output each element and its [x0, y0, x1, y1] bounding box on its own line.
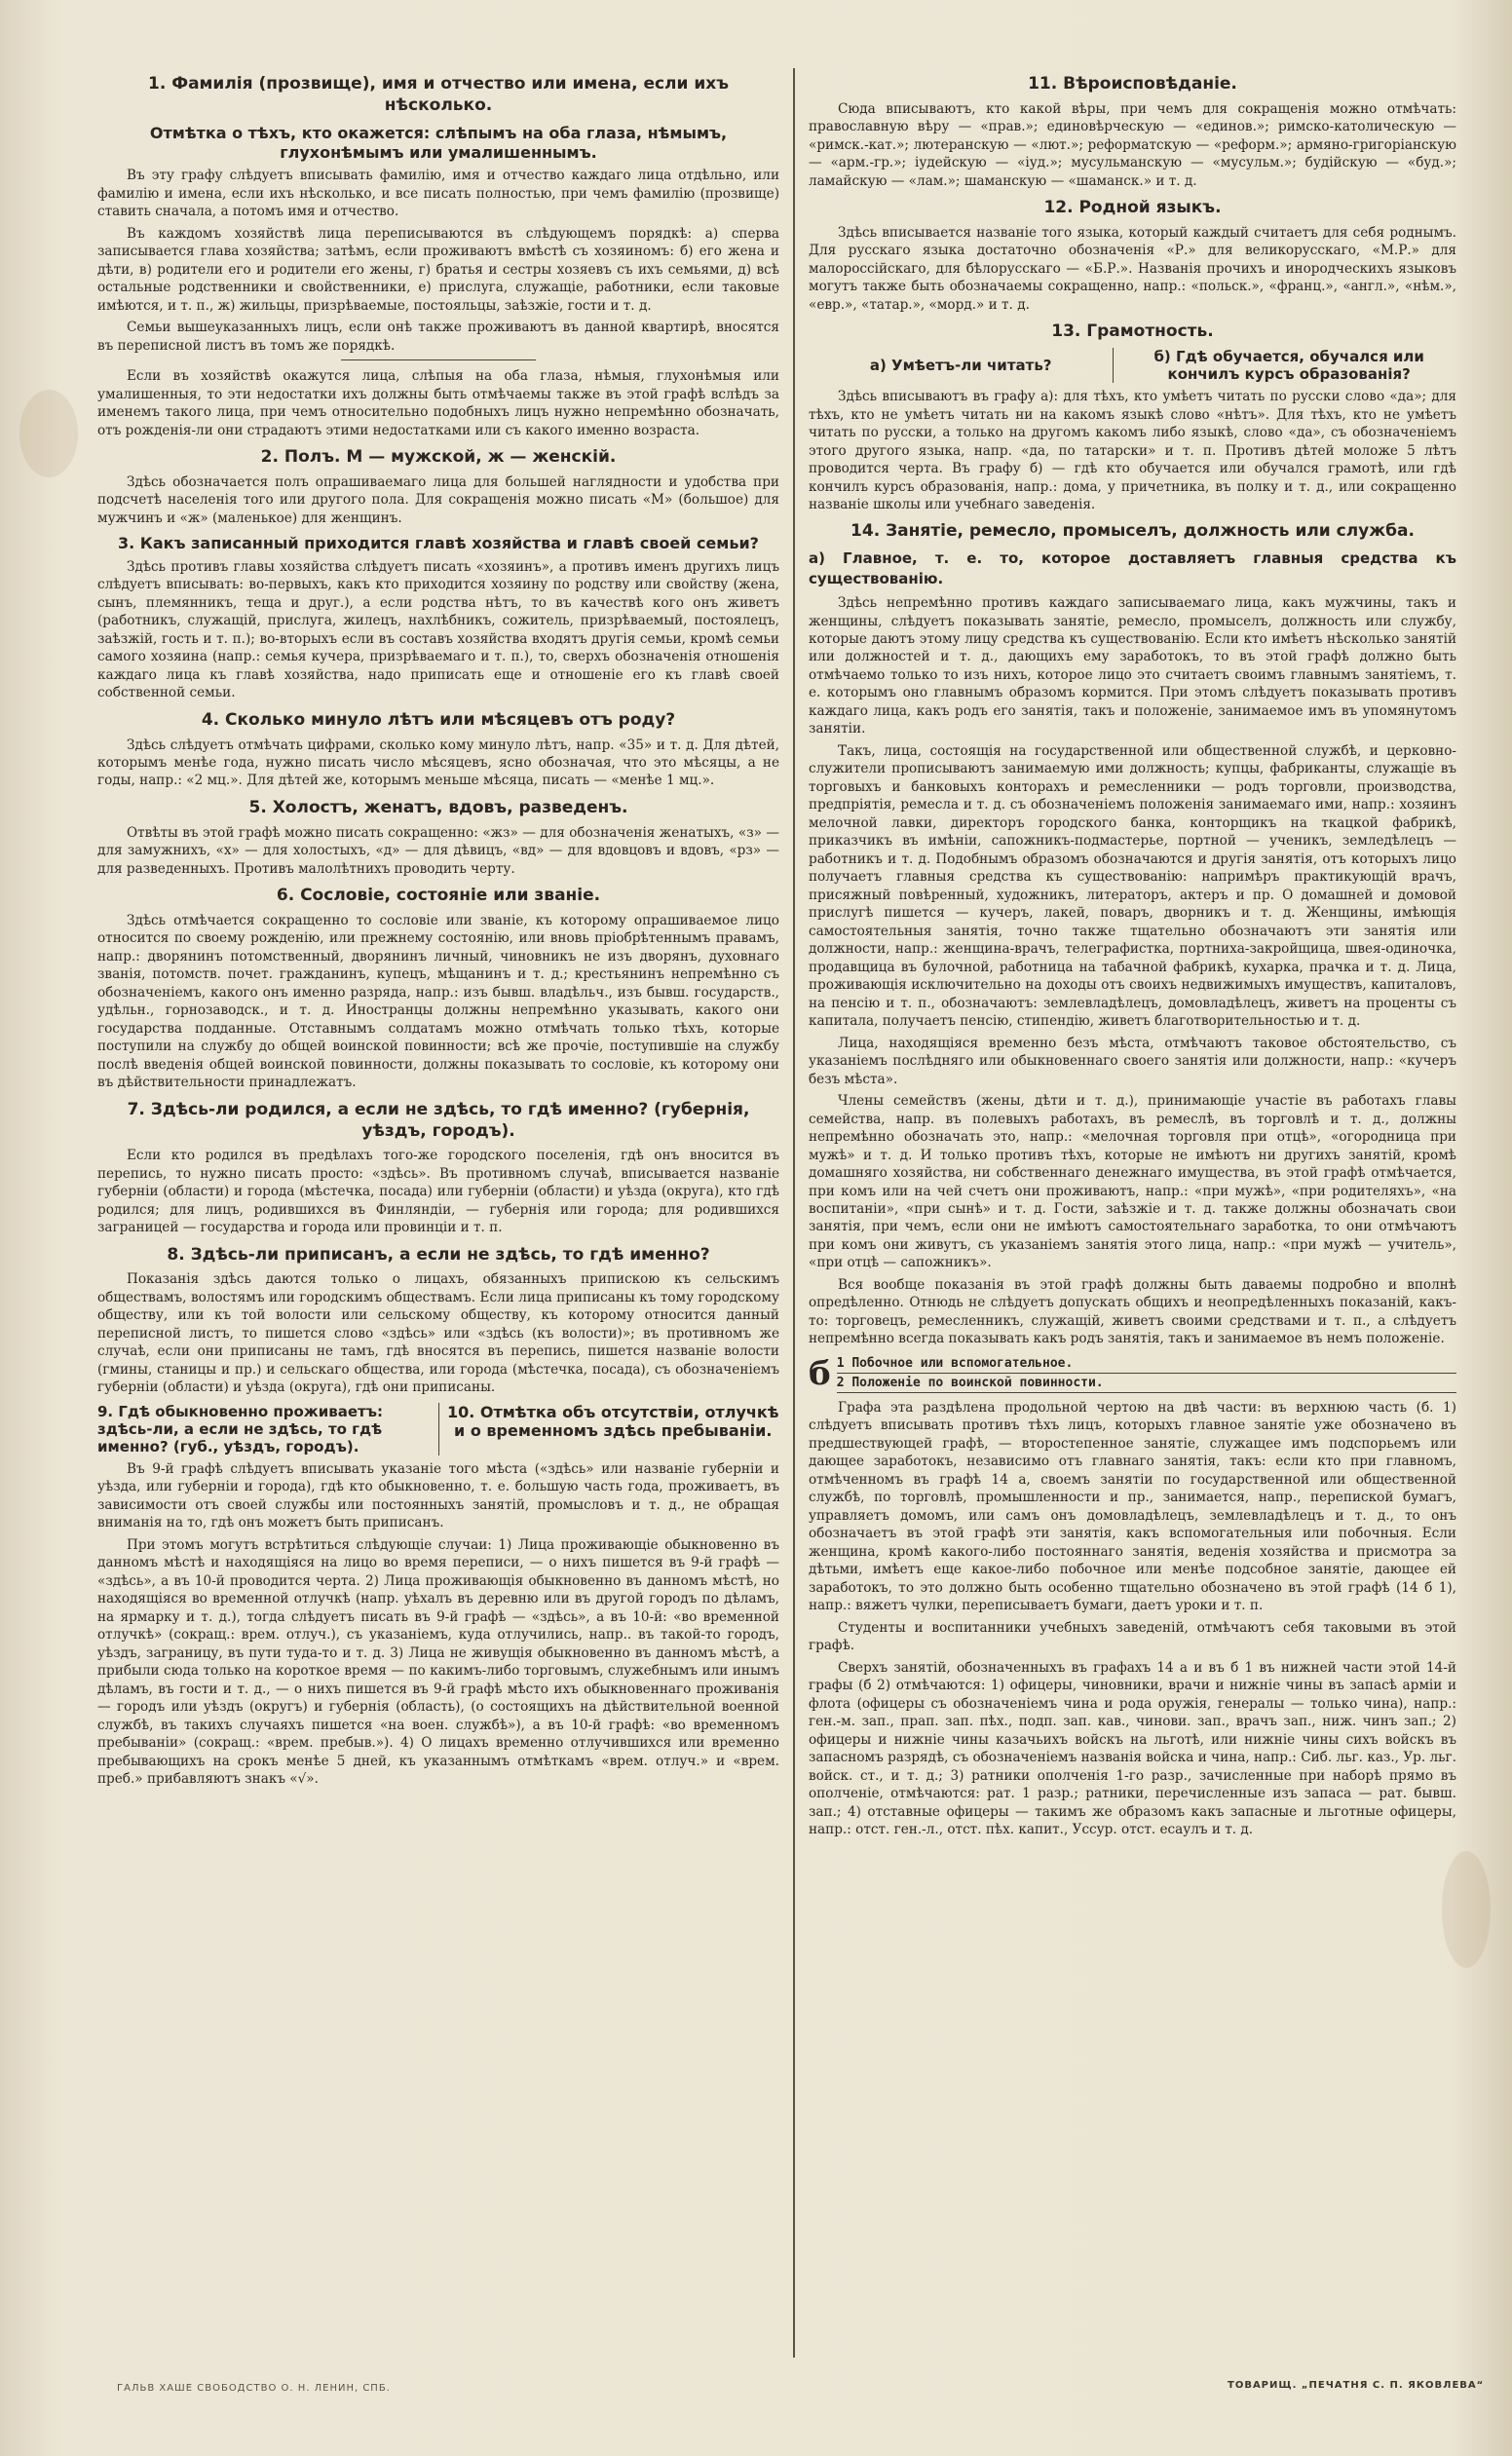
- section-8-title: 8. Здѣсь-ли приписанъ, а если не здѣсь, то гдѣ именно?: [167, 1244, 710, 1265]
- section-1-paragraph: Въ каждомъ хозяйствѣ лица переписываются въ слѣдующемъ порядкѣ: а) сперва записывается глава хозяйства; затѣмъ, если проживаютъ вмѣстѣ съ хозяиномъ: б) его жена и дѣти, в) родители его и родители его жены, г) братья и сестры хозяевъ съ ихъ семьями, д) всѣ остальные родственники и свойственники, е) прислуга, служащіе, работники, если таковые имѣются, и т. п., ж) жильцы, призрѣваемые, постояльцы, заѣзжіе, гости и т. д.: [97, 225, 779, 314]
- section-7-title: 7. Здѣсь-ли родился, а если не здѣсь, то гдѣ именно? (губернія, уѣздъ, городъ).: [127, 1099, 750, 1141]
- section-14-paragraph: Такъ, лица, состоящія на государственной или общественной службѣ, и церковно-служители прописываютъ занимаемую ими должность; купцы, фабриканты, служащіе въ торговыхъ и банковыхъ конторахъ и ремесленники — родъ торговли, производства, предпріятія, ремесла и т. д. съ обозначеніемъ положенія занимаемаго ими, напр.: хозяинъ мелочной лавки, директоръ городского банка, конторщикъ на ткацкой фабрикѣ, приказчикъ въ имѣніи, сапожникъ-подмастерье, портной — ученикъ, земледѣлецъ — работникъ и т. д. Подобнымъ образомъ обозначаются и другія занятія, отъ которыхъ лицо получаетъ главныя средства къ существованію: напримѣръ практикующій врачъ, присяжный повѣренный, художникъ, литераторъ, актеръ и пр. О домашней и домовой прислугѣ пишется — кучеръ, лакей, поваръ, дворникъ и т. д. Женщины, имѣющія самостоятельныя занятія, точно также тщательно обозначаютъ эти занятія или должности, напр.: женщина-врачъ, телеграфистка, портниха-закройщица, швея-одиночка, продавщица въ булочной, работница на табачной фабрикѣ, кухарка, прачка и т. д. Лица, проживающія исключительно на доходы отъ своихъ недвижимыхъ имуществъ, капиталовъ, на пенсію и т. п., обозначаютъ: землевладѣлецъ, домовладѣлецъ, живетъ на проценты съ капитала, получаетъ пенсію, стипендію, живетъ благотворительностью и т. д.: [809, 742, 1456, 1030]
- section-1-paragraph: Семьи вышеуказанныхъ лицъ, если онѣ также проживаютъ въ данной квартирѣ, вносятся въ переписной листъ въ томъ же порядкѣ.: [97, 320, 779, 354]
- section-13b-label: б) Гдѣ обучается, обучался или кончилъ курсъ образованія?: [1153, 348, 1424, 384]
- section-14-title: 14. Занятіе, ремесло, промыселъ, должность или служба.: [850, 521, 1415, 542]
- section-1-paragraph: Въ эту графу слѣдуетъ вписывать фамилію, имя и отчество каждаго лица отдѣльно, или фамилію и имена, если ихъ нѣсколько, и все писать полностью, при чемъ фамилію (прозвище) ставить сначала, а потомъ имя и отчество.: [97, 168, 779, 220]
- section-14b-paragraph: Графа эта раздѣлена продольной чертою на двѣ части: въ верхнюю часть (б. 1) слѣдуетъ вписывать противъ тѣхъ лицъ, которыхъ главное занятіе уже обозначено въ предшествующей графѣ, — второстепенное занятіе, служащее имъ подспорьемъ или дающее заработокъ, независимо отъ главнаго занятія, такъ: если кто при главномъ, отмѣченномъ въ графѣ 14 а, своемъ занятіи по государственной или общественной службѣ, по торговлѣ, промышленности и пр., занимается, напр., перепиской бумагъ, управляетъ домомъ, или самъ онъ домовладѣлецъ, землевладѣлецъ и т. д., то онъ обозначаетъ въ этой графѣ эти занятія, какъ вспомогательныя или побочныя. Если женщина, кромѣ какого-либо постояннаго занятія, веденія хозяйства и присмотра за дѣтьми, имѣетъ еще какое-либо побочное или менѣе подсобное занятіе, дающее ей заработокъ, то это должно быть особенно тщательно обозначено въ этой графѣ (14 б 1), напр.: вяжетъ чулки, переписываетъ бумаги, даетъ уроки и т. п.: [809, 1399, 1456, 1614]
- section-14b1-label: 1 Побочное или вспомогательное.: [837, 1354, 1456, 1374]
- section-7-paragraph: Если кто родился въ предѣлахъ того-же городского поселенія, гдѣ онъ вносится въ перепись, то нужно писать просто: «здѣсь». Въ противномъ случаѣ, вписывается названіе губерніи (области) и города (мѣстечка, посада) или губерніи (области) и уѣзда (округа), кто гдѣ родился; для лицъ, родившихся въ Финляндіи, — губернія или города; для родившихся заграницей — государства и города или провинціи и т. п.: [97, 1148, 779, 1236]
- divider-line: [341, 359, 536, 360]
- section-10-title: 10. Отмѣтка объ отсутствіи, отлучкѣ и о временномъ здѣсь пребываніи.: [446, 1402, 779, 1440]
- section-13-subheaders: [809, 348, 1456, 383]
- section-1-subtitle: Отмѣтка о тѣхъ, кто окажется: слѣпымъ на оба глаза, нѣмымъ, глухонѣмымъ или умалишеннымъ.: [149, 123, 728, 162]
- section-6-title: 6. Сословіе, состояніе или званіе.: [276, 886, 601, 906]
- footer-left-imprint: ГАЛЬВ ХАШЕ СВОБОДСТВО О. Н. ЛЕНИН, СПБ.: [117, 2383, 391, 2394]
- section-13-title: 13. Грамотность.: [1051, 321, 1214, 342]
- section-5-title: 5. Холостъ, женатъ, вдовъ, разведенъ.: [248, 797, 628, 817]
- section-9-title: 9. Гдѣ обыкновенно проживаетъ: здѣсь-ли, а если не здѣсь, то гдѣ именно? (губ., уѣздъ, городъ).: [97, 1403, 439, 1455]
- section-13-paragraph: Здѣсь вписываютъ въ графу а): для тѣхъ, кто умѣетъ читать по русски слово «да»; для тѣхъ, кто не умѣетъ читать ни на какомъ языкѣ слово «нѣтъ». Для тѣхъ, кто не умѣетъ читать по русски, а только на другомъ какомъ либо языкѣ, слово «да», съ обозначеніемъ этого другого языка, напр. «да, по татарски» и т. п. Противъ дѣтей моложе 5 лѣтъ проводится черта. Въ графу б) — гдѣ кто обучается или обучался грамотѣ, или гдѣ кончилъ курсъ образованія, напр.: дома, у причетника, въ полку и т. д., или сокращенно названіе школы или учебнаго заведенія.: [809, 389, 1456, 512]
- section-14b-paragraph: Сверхъ занятій, обозначенныхъ въ графахъ 14 а и въ б 1 въ нижней части этой 14-й графы (б 2) отмѣчаются: 1) офицеры, чиновники, врачи и нижніе чины въ запасѣ арміи и флота (офицеры съ обозначеніемъ чина и рода оружія, генералы — только чина), напр.: ген.-м. зап., прап. зап. пѣх., подп. зап. кав., чинови. зап., врачъ зап., ниж. чинъ зап.; 2) офицеры и нижніе чины казачьихъ войскъ на льготѣ, или нижніе чины сихъ войскъ въ запасномъ разрядѣ, съ обозначеніемъ названія войска и чина, напр.: Сиб. льг. каз., Ур. льг. войск. ст., и т. д.; 3) ратники ополченія 1-го разр., зачисленные при наборѣ прямо въ ополченіе, отмѣчаются: рат. 1 разр.; ратники, перечисленные изъ запаса — рат. бывш. зап.; 4) отставные офицеры — такимъ же образомъ какъ запасные и льготные офицеры, напр.: отст. ген.-л., отст. пѣх. капит., Уссур. отст. есаулъ и т. д.: [809, 1659, 1456, 1838]
- section-8-paragraph: Показанія здѣсь даются только о лицахъ, обязанныхъ припискою къ сельскимъ обществамъ, волостямъ или городскимъ обществамъ. Если лица приписаны къ тому городскому обществу, или къ той волости или сельскому обществу, къ которому относится данный переписной листъ, то пишется слово «здѣсь» или «здѣсь (къ волости)»; въ противномъ же случаѣ, если они приписаны не тамъ, гдѣ вносятся въ перепись, пишется названіе волости (гмины, станицы и пр.) и сельскаго общества, или города (мѣстечка, посада), съ обозначеніемъ губерніи (области) и уѣзда (округа), гдѣ они приписаны.: [97, 1271, 779, 1396]
- section-14-paragraph: Члены семействъ (жены, дѣти и т. д.), принимающіе участіе въ работахъ главы семейства, напр. въ полевыхъ работахъ, въ ремеслѣ, въ торговлѣ и т. д., должны непремѣнно обозначать это, напр.: «мелочная торговля при отцѣ», «огородница при мужѣ» и т. д. И только противъ тѣхъ, которые не имѣютъ ни другихъ занятій, кромѣ домашняго хозяйства, ни собственнаго денежнаго имущества, въ этой графѣ отмѣчается, при комъ или на чей счетъ они проживаютъ, напр.: «при мужѣ», «при родителяхъ», «на воспитаніи», «при сынѣ» и т. д. Гости, заѣзжіе и т. д. также должны обозначать свои занятія, при чемъ, если они не имѣютъ самостоятельнаго заработка, то они отмѣчаютъ при комъ они живутъ, съ указаніемъ занятія этого лица, напр.: «при мужѣ — учитель», «при отцѣ — сапожникъ».: [809, 1093, 1456, 1271]
- section-12-paragraph: Здѣсь вписывается названіе того языка, который каждый считаетъ для себя роднымъ. Для русскаго языка достаточно обозначенія «Р.» для великорусскаго, «М.Р.» для малороссійскаго, для бѣлорусскаго — «Б.Р.». Названія прочихъ и инородческихъ языковъ могутъ также быть обозначаемы сокращенно, напр.: «польск.», «франц.», «англ.», «нѣм.», «евр.», «татар.», «морд.» и т. д.: [809, 224, 1456, 313]
- section-13a-label: а) Умѣетъ-ли читать?: [809, 348, 1114, 383]
- section-2-title: 2. Полъ. М — мужской, ж — женскій.: [260, 447, 617, 468]
- section-1-title: 1. Фамилія (прозвище), имя и отчество или имена, если ихъ нѣсколько.: [148, 74, 729, 115]
- section-14a-subtitle: а) Главное, т. е. то, которое доставляетъ главныя средства къ существованію.: [809, 549, 1456, 587]
- section-9-10-header: [97, 1403, 779, 1455]
- section-5-paragraph: Отвѣты въ этой графѣ можно писать сокращенно: «жз» — для обозначенія женатыхъ, «з» — для замужнихъ, «х» — для холостыхъ, «д» — для дѣвицъ, «вд» — для вдовцовъ и вдовъ, «рз» — для разведенныхъ. Противъ малолѣтнихъ проводить черту.: [97, 824, 779, 877]
- section-9-paragraph: Въ 9-й графѣ слѣдуетъ вписывать указаніе того мѣста («здѣсь» или названіе губерніи и уѣзда, или губерніи и города), гдѣ кто обыкновенно, т. е. большую часть года, проживаетъ, въ зависимости отъ своей службы или постоянныхъ занятій, промысловъ и т. д., не обращая вниманія на то, гдѣ онъ можетъ быть приписанъ.: [97, 1460, 779, 1531]
- footer-printer-imprint: ТОВАРИЩ. „ПЕЧАТНЯ С. П. ЯКОВЛЕВА“: [1228, 2380, 1485, 2391]
- section-1-paragraph: Если въ хозяйствѣ окажутся лица, слѣпыя на оба глаза, нѣмыя, глухонѣмыя или умалишенныя, то эти недостатки ихъ должны быть отмѣчаемы также въ этой графѣ вслѣдъ за именемъ такого лица, при чемъ относительно подобныхъ лицъ нужно непремѣнно обозначать, отъ рожденія-ли они страдаютъ этими недостатками или съ какого именно возраста.: [97, 368, 779, 438]
- section-12-title: 12. Родной языкъ.: [1043, 198, 1222, 218]
- section-14-paragraph: Здѣсь непремѣнно противъ каждаго записываемаго лица, какъ мужчины, такъ и женщины, слѣдуетъ показывать занятіе, ремесло, промыселъ, должность или службу, которые даютъ этому лицу средства къ существованію. Если кто имѣетъ нѣсколько занятій или должностей и т. д., дающихъ ему заработокъ, то въ этой графѣ должно быть отмѣчаемо только то изъ нихъ, которое лицо это считаетъ своимъ главнымъ занятіемъ, т. е. которымъ оно главнымъ образомъ кормится. При этомъ слѣдуетъ показывать противъ каждаго лица, какъ родъ его занятія, такъ и положеніе, занимаемое имъ въ упомянутомъ занятіи.: [809, 595, 1456, 737]
- section-14b-paragraph: Студенты и воспитанники учебныхъ заведеній, отмѣчаютъ себя таковыми въ этой графѣ.: [809, 1619, 1456, 1654]
- paper-stain: [19, 390, 78, 477]
- section-14-paragraph: Лица, находящіяся временно безъ мѣста, отмѣчаютъ таковое обстоятельство, съ указаніемъ послѣдняго или обыкновеннаго своего занятія или должности, напр.: «кучеръ безъ мѣста».: [809, 1035, 1456, 1087]
- section-6-paragraph: Здѣсь отмѣчается сокращенно то сословіе или званіе, къ которому опрашиваемое лицо относится по своему рожденію, или прежнему состоянію, или вновь пріобрѣтеннымъ правамъ, напр.: дворянинъ потомственный, дворянинъ личный, чиновникъ не изъ дворянъ, духовнаго званія, потомств. почет. гражданинъ, купецъ, мѣщанинъ и т. д.; крестьянинъ непремѣнно съ обозначеніемъ, какого онъ именно разряда, напр.: изъ бывш. владѣльч., изъ бывш. государств., удѣльн., горнозаводск., и т. д. Иностранцы должны непремѣнно указывать, какого они государства подданные. Отставнымъ солдатамъ можно отмѣчать только тѣхъ, которые поступили на службу до общей воинской повинности; всѣ же прочіе, поступившіе на службу послѣ введенія общей воинской повинности, должны показывать то сословіе, къ которому они въ дѣйствительности принадлежатъ.: [97, 912, 779, 1091]
- column-divider: [793, 68, 795, 2358]
- section-11-paragraph: Сюда вписываютъ, кто какой вѣры, при чемъ для сокращенія можно отмѣчать: православную вѣру — «прав.»; единовѣрческую — «единов.»; римско-католическую — «римск.-кат.»; лютеранскую — «лют.»; реформатскую — «реформ.»; армяно-григоріанскую — «арм.-гр.»; іудейскую — «іуд.»; мусульманскую — «мусульм.»; будійскую — «буд.»; ламайскую — «лам.»; шаманскую — «шаманск.» и т. д.: [809, 100, 1456, 189]
- section-14b2-label: 2 Положеніе по воинской повинности.: [837, 1374, 1456, 1393]
- section-4-paragraph: Здѣсь слѣдуетъ отмѣчать цифрами, сколько кому минуло лѣтъ, напр. «35» и т. д. Для дѣтей, которымъ менѣе года, нужно писать число мѣсяцевъ, ясно обозначая, что это мѣсяцы, а не годы, напр.: «2 мц.». Для дѣтей же, которымъ меньше мѣсяца, писать — «менѣе 1 мц.».: [97, 737, 779, 789]
- right-column: [809, 66, 1456, 2361]
- section-2-paragraph: Здѣсь обозначается полъ опрашиваемаго лица для большей наглядности и удобства при подсчетѣ населенія того или другого пола. Для сокращенія можно писать «М» (большое) для мужчинъ и «ж» (маленькое) для женщинъ.: [97, 473, 779, 526]
- section-9-paragraph: При этомъ могутъ встрѣтиться слѣдующіе случаи: 1) Лица проживающіе обыкновенно въ данномъ мѣстѣ и находящіяся на лицо во время переписи, — о нихъ пишется въ 9-й графѣ — «здѣсь», а въ 10-й проводится черта. 2) Лица проживающія обыкновенно въ данномъ мѣстѣ, но находящіяся во временной отлучкѣ (напр. уѣхалъ въ деревню или въ другой городъ по дѣламъ, на ярмарку и т. д.), тогда слѣдуетъ писать въ 9-й графѣ — «здѣсь», а въ 10-й: «во временной отлучкѣ» (сокращ.: врем. отлуч.), съ указаніемъ, куда отлучились, напр.. въ такой-то городъ, уѣздъ, заграницу, въ пути туда-то и т. д. 3) Лица не живущія обыкновенно въ данномъ мѣстѣ, а прибыли сюда только на короткое время — по какимъ-либо торговымъ, служебнымъ или инымъ дѣламъ, въ гости и т. д., — о нихъ пишется въ 9-й графѣ мѣсто ихъ обыкновеннаго проживанія — городъ или уѣздъ (округъ) и губернія (область), (о состоящихъ на дѣйствительной военной службѣ, въ такихъ случаяхъ пишется «на воен. службѣ»), а въ 10-й графѣ: «во временномъ пребываніи» (сокращ.: «врем. пребыв.»). 4) О лицахъ временно отлучившихся или временно пребывающихъ на срокъ менѣе 5 дней, къ указаннымъ отмѣткамъ «врем. отлуч.» и «врем. преб.» прибавляютъ знакъ «√».: [97, 1536, 779, 1788]
- left-column: [97, 66, 779, 2361]
- section-3-title: 3. Какъ записанный приходится главѣ хозяйства и главѣ своей семьи?: [118, 534, 759, 553]
- section-11-title: 11. Вѣроисповѣданіе.: [1028, 74, 1237, 94]
- section-14-paragraph: Вся вообще показанія въ этой графѣ должны быть даваемы подробно и вполнѣ опредѣленно. Отнюдь не слѣдуетъ допускать общихъ и неопредѣленныхъ показаній, какъ-то: торговецъ, ремесленникъ, служащій, живетъ своими средствами и т. п., а слѣдуетъ непремѣнно всегда показывать какъ родъ занятія, такъ и занимаемое въ немъ положеніе.: [809, 1276, 1456, 1347]
- section-14b-box: [809, 1354, 1456, 1393]
- section-3-paragraph: Здѣсь противъ главы хозяйства слѣдуетъ писать «хозяинъ», а противъ именъ другихъ лицъ слѣдуетъ вписывать: во-первыхъ, какъ кто приходится хозяину по родству или свойству (жена, сынъ, племянникъ, теща и друг.), а если родства нѣтъ, то въ качествѣ кого онъ живетъ (работникъ, служащій, прислуга, жилецъ, нахлѣбникъ, сожитель, призрѣваемый, постоялецъ, заѣзжій, гость и т. п.); во-вторыхъ если въ составъ хозяйства входятъ другія семьи, кромѣ семьи самого хозяина (напр.: семья кучера, призрѣваемаго и т. п.), то, сверхъ обозначенія отношенія каждаго лица къ главѣ хозяйства, надо приписать еще и отношеніе его къ главѣ своей собственной семьи.: [97, 558, 779, 701]
- section-14b-number: б: [809, 1353, 831, 1393]
- section-4-title: 4. Сколько минуло лѣтъ или мѣсяцевъ отъ роду?: [201, 709, 676, 730]
